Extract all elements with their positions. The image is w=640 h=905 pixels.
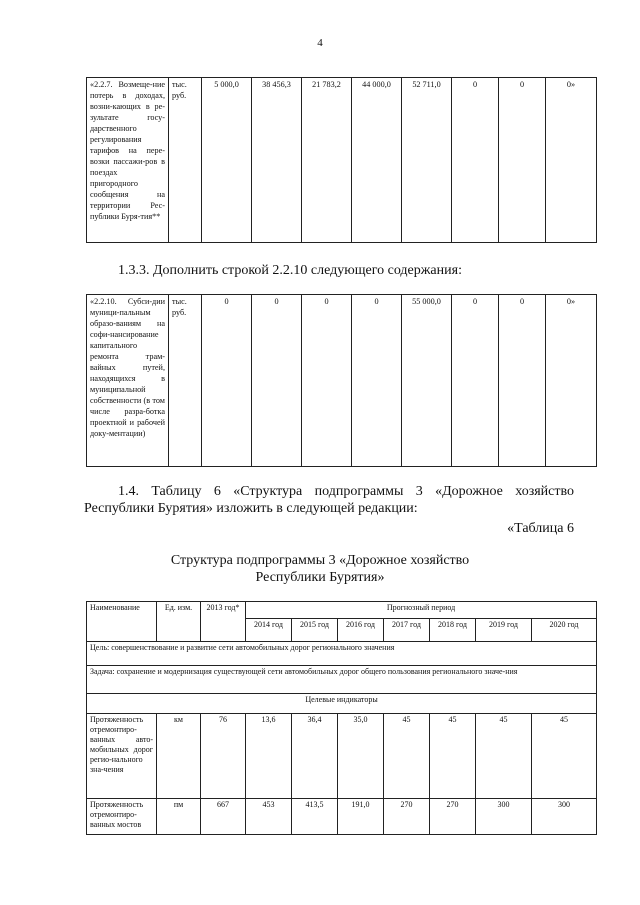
row-unit: тыс. руб. xyxy=(169,78,202,243)
goal-row: Цель: совершенствование и развитие сети автомобильных дорог регионального значения xyxy=(87,642,597,666)
structure-table xyxy=(86,601,597,835)
table-label: «Таблица 6 xyxy=(507,521,574,536)
page-number: 4 xyxy=(317,37,323,49)
cell-value: 0 xyxy=(499,78,546,243)
header-base-year: 2013 год* xyxy=(201,602,246,642)
header-year: 2019 год xyxy=(476,619,532,642)
cell-value: 45 xyxy=(430,714,476,799)
cell-value: 0 xyxy=(252,295,302,467)
task-row: Задача: сохранение и модернизация существующей сети автомобильных дорог общего пользования регионального значе-ния xyxy=(87,666,597,694)
cell-value: 0» xyxy=(546,78,597,243)
cell-value: 300 xyxy=(476,799,532,835)
cell-value: 0 xyxy=(499,295,546,467)
cell-value: 0» xyxy=(546,295,597,467)
cell-value: 55 000,0 xyxy=(402,295,452,467)
cell-value: 76 xyxy=(201,714,246,799)
header-year: 2014 год xyxy=(246,619,292,642)
cell-value: 35,0 xyxy=(338,714,384,799)
table-row-2-2-10 xyxy=(86,294,597,467)
cell-value: 38 456,3 xyxy=(252,78,302,243)
cell-value: 270 xyxy=(384,799,430,835)
cell-value: 44 000,0 xyxy=(352,78,402,243)
row-name: «2.2.10. Субси-дии муници-пальным образо-ваниям на софи-нансирование капитального ремонта трам-вайных путей, находящихся в муниципальной собственности (в том числе разра-ботка проектной и рабочей доку-ментации) xyxy=(87,295,169,467)
header-year: 2017 год xyxy=(384,619,430,642)
cell-value: 36,4 xyxy=(292,714,338,799)
row-name: Протяженность отремонтиро-ванных мостов xyxy=(87,799,157,835)
header-year: 2015 год xyxy=(292,619,338,642)
row-unit: км xyxy=(157,714,201,799)
row-unit: пм xyxy=(157,799,201,835)
header-year: 2016 год xyxy=(338,619,384,642)
indicators-row: Целевые индикаторы xyxy=(87,694,597,714)
cell-value: 0 xyxy=(352,295,402,467)
row-name: «2.2.7. Возмеще-ние потерь в доходах, возни-кающих в ре-зультате госу-дарственного регулирования тарифов на пере-возки пассажи-ров в поездах пригородного сообщения на территории Рес-публики Буря-тия** xyxy=(87,78,169,243)
paragraph-1-4-line-1: 1.4. Таблицу 6 «Структура подпрограммы 3 «Дорожное хозяйство xyxy=(118,484,574,499)
cell-value: 413,5 xyxy=(292,799,338,835)
header-name: Наименование xyxy=(87,602,157,642)
header-year: 2018 год xyxy=(430,619,476,642)
header-unit: Ед. изм. xyxy=(157,602,201,642)
header-forecast: Прогнозный период xyxy=(246,602,597,619)
table-row-2-2-7 xyxy=(86,77,597,243)
paragraph-1-3-3: 1.3.3. Дополнить строкой 2.2.10 следующего содержания: xyxy=(118,263,462,278)
cell-value: 191,0 xyxy=(338,799,384,835)
row-name: Протяженность отремонтиро-ванных авто-мобильных дорог регио-нального зна-чения xyxy=(87,714,157,799)
table-title-line-1: Структура подпрограммы 3 «Дорожное хозяйство xyxy=(170,553,470,568)
row-unit: тыс. руб. xyxy=(169,295,202,467)
cell-value: 45 xyxy=(384,714,430,799)
cell-value: 667 xyxy=(201,799,246,835)
cell-value: 21 783,2 xyxy=(302,78,352,243)
cell-value: 453 xyxy=(246,799,292,835)
cell-value: 52 711,0 xyxy=(402,78,452,243)
paragraph-1-4-line-2: Республики Бурятия» изложить в следующей редакции: xyxy=(84,501,418,516)
header-year: 2020 год xyxy=(532,619,597,642)
cell-value: 5 000,0 xyxy=(202,78,252,243)
cell-value: 0 xyxy=(202,295,252,467)
cell-value: 0 xyxy=(302,295,352,467)
cell-value: 45 xyxy=(532,714,597,799)
cell-value: 13,6 xyxy=(246,714,292,799)
cell-value: 0 xyxy=(452,78,499,243)
cell-value: 0 xyxy=(452,295,499,467)
cell-value: 270 xyxy=(430,799,476,835)
cell-value: 300 xyxy=(532,799,597,835)
cell-value: 45 xyxy=(476,714,532,799)
table-title-line-2: Республики Бурятия» xyxy=(255,570,385,585)
